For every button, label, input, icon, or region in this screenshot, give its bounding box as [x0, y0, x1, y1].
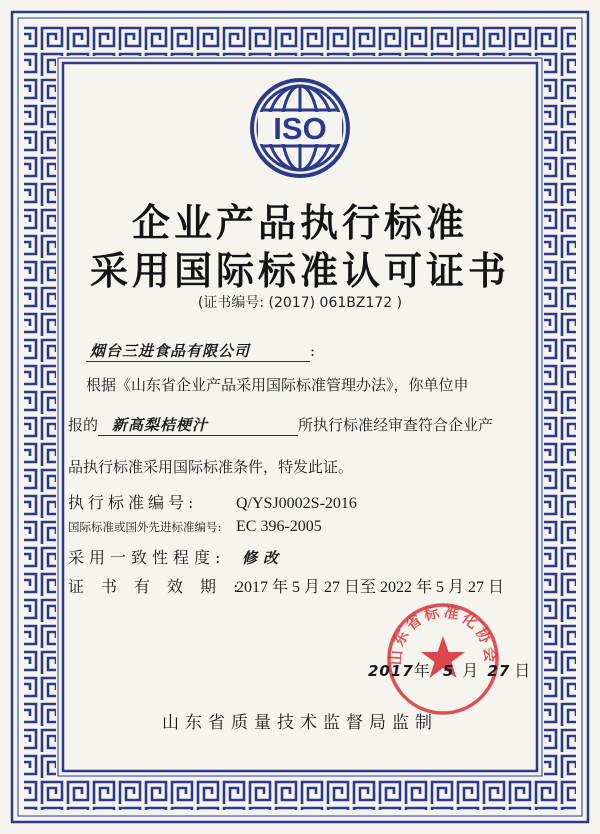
- issue-year: 2017: [368, 662, 414, 680]
- seal-text: 山东省标准化协会: [386, 602, 500, 666]
- intl-label: 国际标准或国外先进标准编号:: [68, 520, 222, 534]
- body-line-3: 品执行标准采用国际标准条件，特发此证。: [68, 458, 354, 476]
- iso-logo-text: ISO: [273, 111, 327, 146]
- issue-month-unit: 月: [462, 661, 479, 680]
- product-name: 新高梨桔梗汁: [98, 414, 298, 436]
- field-validity: [68, 574, 504, 597]
- issue-date: [368, 658, 530, 681]
- body-line-2-prefix: 报的: [68, 416, 99, 434]
- field-conformity-degree: [68, 545, 284, 568]
- cert-number-suffix: ): [396, 295, 403, 311]
- certificate-title-line1: 企业产品执行标准: [131, 200, 468, 245]
- company-name: 烟台三进食品有限公司: [86, 340, 310, 362]
- issue-day-unit: 日: [514, 661, 531, 680]
- company-colon: :: [310, 342, 316, 360]
- cert-number-value: (2017) 061BZ172: [268, 295, 393, 311]
- body-line-2-suffix: 所执行标准经审查符合企业产: [298, 416, 494, 434]
- cert-number-prefix: (证书编号:: [197, 295, 265, 311]
- iso-logo: [248, 76, 352, 180]
- validity-value: 2017 年 5 月 27 日至 2022 年 5 月 27 日: [236, 579, 505, 596]
- certificate-title-line2: 采用国际标准认可证书: [89, 248, 510, 293]
- issue-month: 5: [442, 662, 455, 680]
- issuer: 山东省质量技术监督局监制: [162, 713, 438, 733]
- intl-value: EC 396-2005: [236, 518, 322, 535]
- validity-label: 证书有效期:: [68, 577, 256, 596]
- field-standard-number: [68, 490, 357, 513]
- degree-label: 采用一致性程度:: [68, 548, 226, 567]
- issue-year-unit: 年: [413, 661, 430, 680]
- degree-value: 修改: [242, 549, 285, 567]
- body-line-1: 根据《山东省企业产品采用国际标准管理办法》，你单位申: [86, 376, 469, 394]
- std-value: Q/YSJ0002S-2016: [236, 495, 357, 512]
- field-intl-standard-number: [68, 517, 322, 536]
- company-line: [86, 340, 315, 362]
- issue-day: 27: [487, 662, 511, 680]
- certificate-number: [0, 292, 600, 312]
- std-label: 执行标准编号:: [68, 493, 198, 512]
- body-line-2: [68, 414, 493, 436]
